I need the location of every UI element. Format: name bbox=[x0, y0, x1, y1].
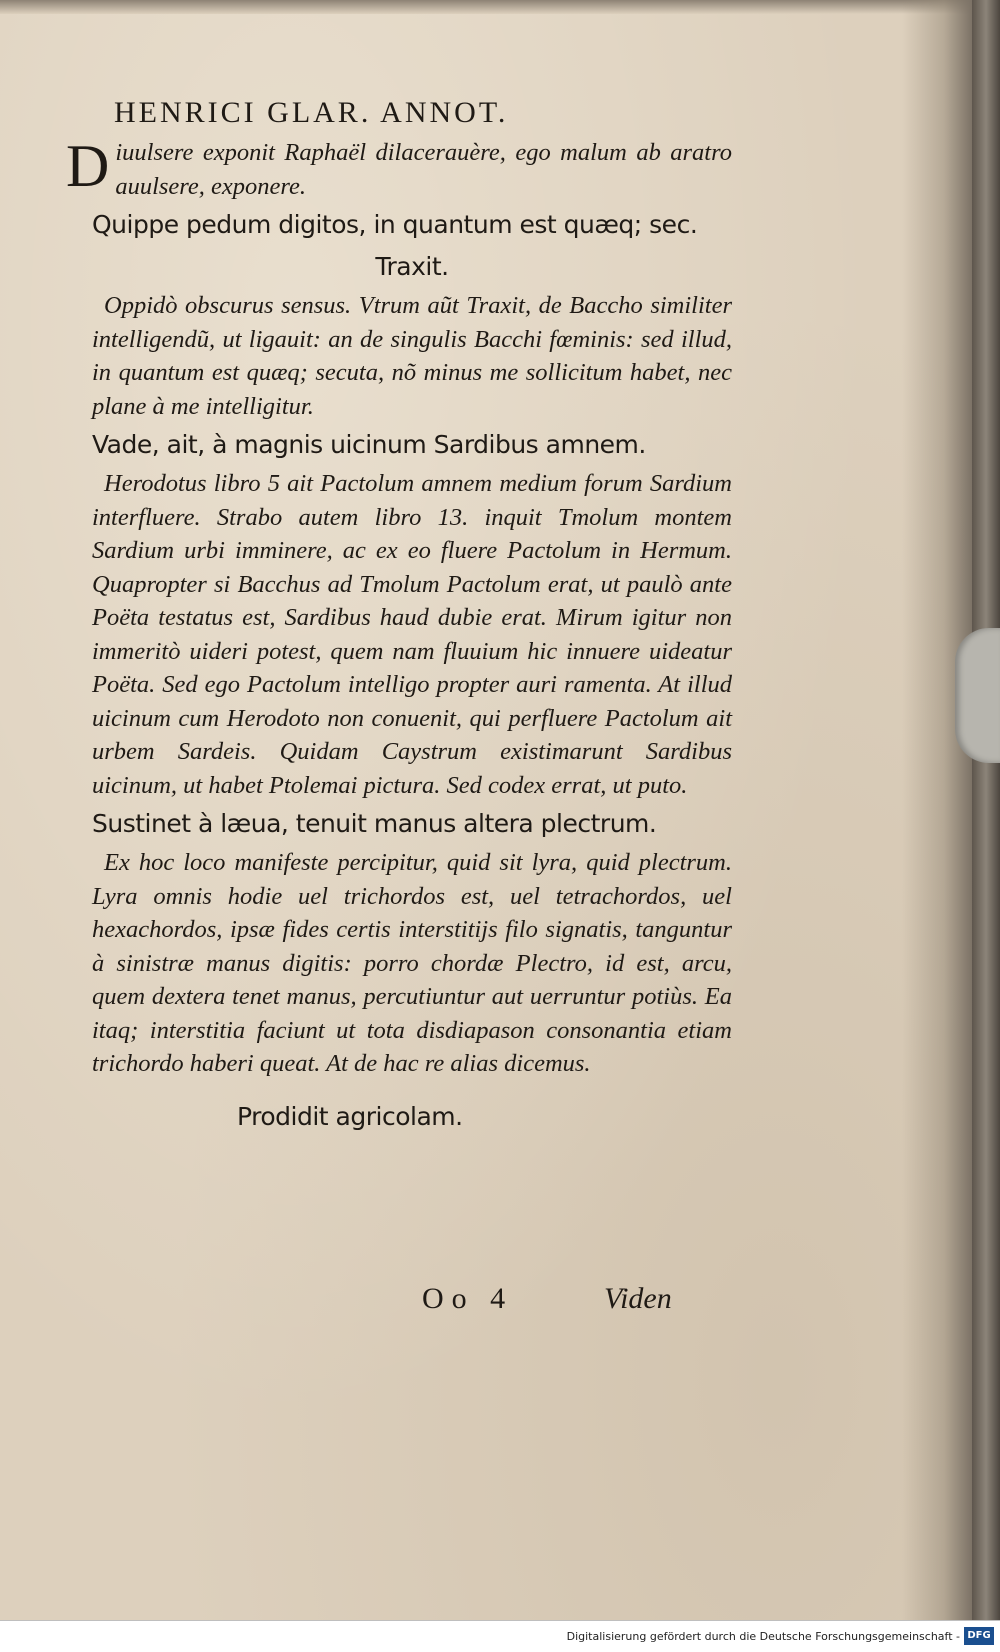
commentary-paragraph-1: Oppidò obscurus sensus. Vtrum aũt Traxit, de Baccho similiter intelligendũ, ut ligauit: an de singulis Bacchi fœminis: sed illud, in quantum est quæq; secuta, nõ minus me sollicitum habet, nec plane à me intelligitur. bbox=[92, 292, 732, 420]
dfg-logo-icon: DFG bbox=[964, 1627, 994, 1645]
running-head: HENRICI GLAR. ANNOT. bbox=[114, 96, 509, 129]
lemma-traxit: Traxit. bbox=[375, 252, 449, 281]
catchword: Viden bbox=[604, 1282, 672, 1315]
digitization-footer bbox=[0, 1620, 1000, 1652]
commentary-paragraph-2: Herodotus libro 5 ait Pactolum amnem medium forum Sardium interfluere. Strabo autem libro 13. inquit Tmolum montem Sardium urbi imminere, ac ex eo fluere Pactolum in Hermum. Quapropter si Bacchus ad Tmolum Pactolum erat, ut paulò ante Poëta testatus est, Sardibus haud dubie erat. Mirum igitur non immeritò uideri potest, quem nam fluuium hic innuere uideatur Poëta. Sed ego Pactolum intelligo propter auri ramenta. At illud uicinum cum Herodoto non conuenit, qui perfluere Pactolum ait urbem Sardeis. Quidam Caystrum existimarunt Sardibus uicinum, ut habet Ptolemai pictura. Sed codex errat, ut puto. bbox=[92, 470, 732, 799]
commentary-paragraph-3: Ex hoc loco manifeste percipitur, quid sit lyra, quid plectrum. Lyra omnis hodie uel trichordos est, uel tetrachordos, uel hexachordos, ipsæ fides certis interstitijs filo signatis, tanguntur à sinistræ manus digitis: porro chordæ Plectro, id est, arcu, quem dextera tenet manus, percutiuntur aut uerruntur potiùs. Ea itaq; interstitia faciunt ut tota disdiapason consonantia etiam trichordo haberi queat. At de hac re alias dicemus. bbox=[92, 849, 732, 1077]
page-gutter-shadow bbox=[902, 0, 972, 1620]
opening-paragraph bbox=[66, 133, 732, 203]
opening-text: iuulsere exponit Raphaël dilacerauère, ego malum ab aratro auulsere, exponere. bbox=[115, 139, 732, 200]
drop-cap: D bbox=[66, 133, 110, 199]
lemma-vade-ait: Vade, ait, à magnis uicinum Sardibus amnem. bbox=[92, 430, 646, 459]
text-block bbox=[66, 96, 732, 1139]
signature-mark: Oo 4 bbox=[422, 1282, 514, 1315]
lemma-prodidit: Prodidit agricolam. bbox=[237, 1101, 463, 1131]
bookmark-tab bbox=[955, 628, 1000, 763]
funding-note: Digitalisierung gefördert durch die Deutsche Forschungsgemeinschaft - bbox=[566, 1630, 960, 1643]
page-top-edge bbox=[0, 0, 972, 14]
book-binding bbox=[972, 0, 1000, 1620]
lemma-quippe-pedum: Quippe pedum digitos, in quantum est quæq; sec. bbox=[92, 210, 698, 239]
lemma-sustinet: Sustinet à læua, tenuit manus altera plectrum. bbox=[92, 809, 657, 838]
